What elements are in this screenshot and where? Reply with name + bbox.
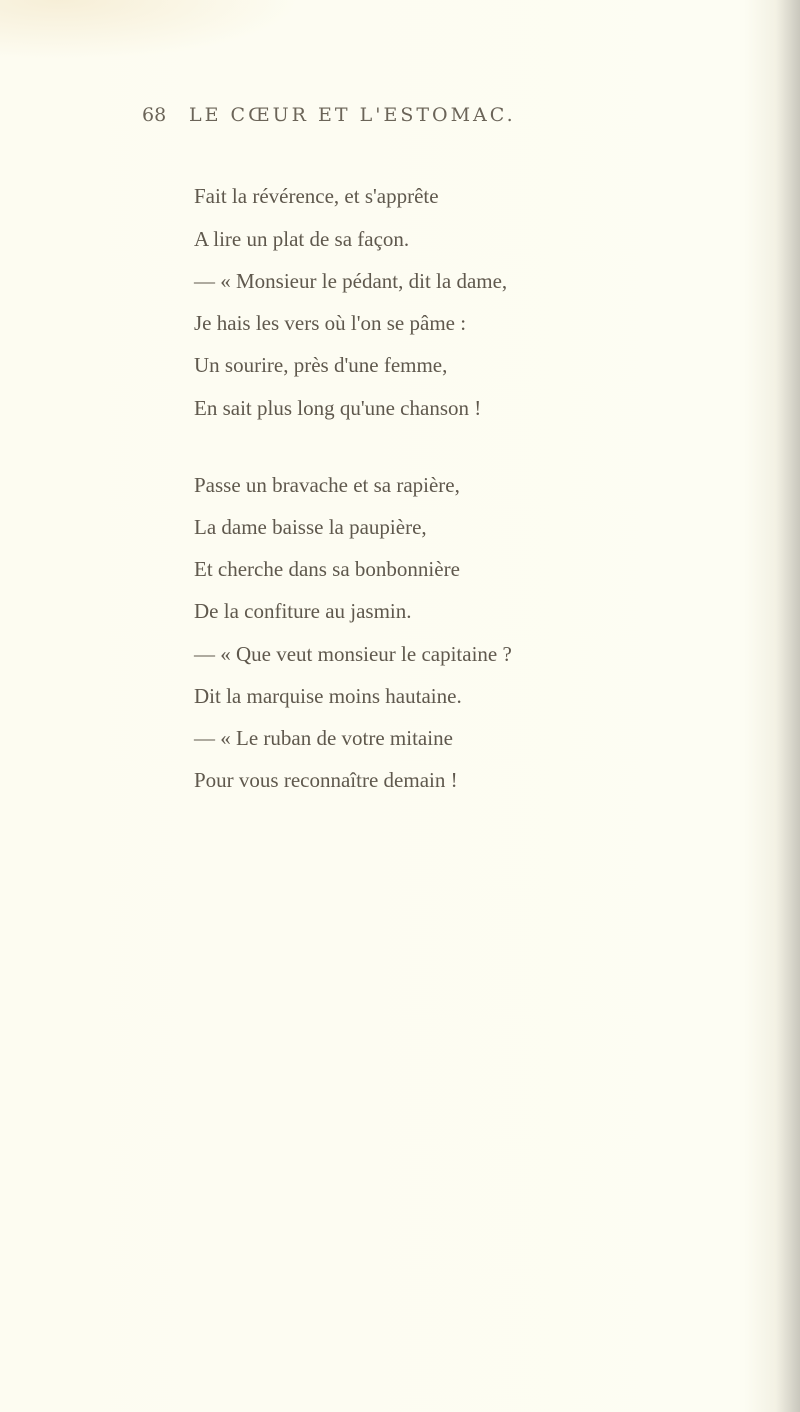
page-number: 68 [142, 104, 167, 126]
verse-line: De la confiture au jasmin. [194, 599, 412, 623]
verse-line: Dit la marquise moins hautaine. [194, 684, 462, 708]
verse-line: — « Le ruban de votre mitaine [194, 726, 453, 750]
verse-line: Passe un bravache et sa rapière, [194, 473, 460, 497]
verse-line: Un sourire, près d'une femme, [194, 353, 448, 377]
verse-line: La dame baisse la paupière, [194, 515, 427, 539]
verse-line: Je hais les vers où l'on se pâme : [194, 311, 467, 335]
verse-line: — « Que veut monsieur le capitaine ? [194, 642, 512, 666]
running-title: LE CŒUR ET L'ESTOMAC. [189, 104, 516, 126]
verse-line: En sait plus long qu'une chanson ! [194, 396, 482, 420]
verse-line: — « Monsieur le pédant, dit la dame, [194, 269, 508, 293]
verse-line: A lire un plat de sa façon. [194, 227, 410, 251]
verse-line: Et cherche dans sa bonbonnière [194, 557, 460, 581]
paper-stain [0, 0, 300, 60]
verse-line: Fait la révérence, et s'apprête [194, 184, 439, 208]
verse-line: Pour vous reconnaître demain ! [194, 768, 458, 792]
